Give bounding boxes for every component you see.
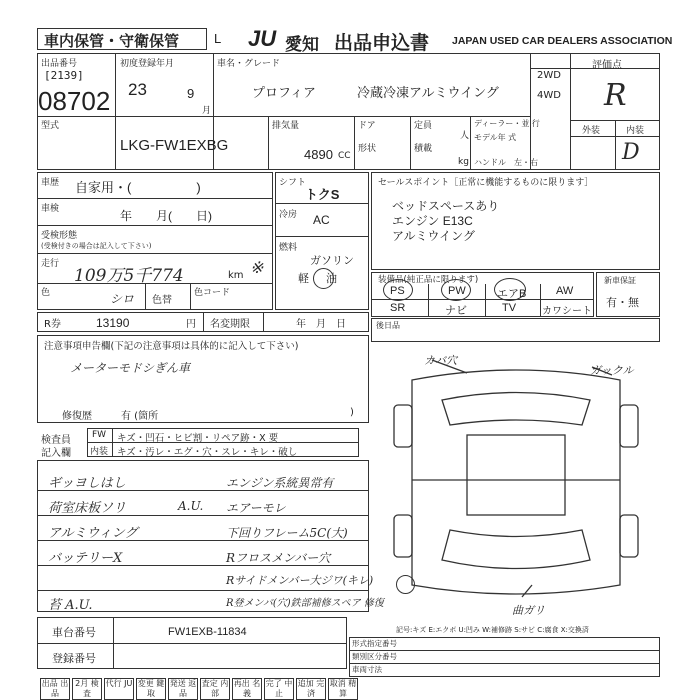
vehicle-name-label: 車名・グレード	[217, 59, 281, 69]
remark-right-1: エンジン系統異常有	[226, 476, 334, 490]
entry-label: 記入欄	[41, 448, 71, 459]
repair-close: )	[350, 407, 354, 418]
storage-label: 車内保管・守衛保管	[44, 33, 180, 50]
fw-items: キズ・凹石・ヒビ割・リペア跡・X 要	[117, 433, 279, 444]
new-car-value: 有・無	[606, 297, 639, 309]
fuel-label: 燃料	[279, 243, 298, 253]
reg-label: 登録番号	[52, 652, 96, 665]
equip-navi: ナビ	[445, 305, 467, 317]
interior-items-label: 内装	[90, 447, 109, 457]
sales-line-3: アルミウイング	[392, 229, 475, 243]
color-label: 色	[41, 288, 51, 298]
recycle-label: R券	[44, 319, 61, 330]
mileage-value: 109万5千774	[74, 266, 184, 286]
inspection-label: 車検	[41, 204, 60, 214]
name-change-value: 年 月 日	[296, 319, 346, 330]
inspection-value: 年 月( 日)	[120, 209, 212, 223]
form-title: 出品申込書	[334, 33, 430, 54]
remark-right-6: R登メンバ(穴)鉄部補修スペア 修復	[226, 598, 384, 609]
chassis-label: 車台番号	[52, 626, 96, 639]
stamp-cell: 取消 精算	[329, 679, 357, 698]
recycle-unit: 円	[186, 319, 196, 330]
diagram-label-front-left: カバ穴	[424, 354, 457, 367]
equip-pw: PW	[448, 285, 466, 297]
model-year-label: モデル年 式	[474, 133, 517, 142]
remark-left-5: 苔 A.U.	[48, 598, 93, 613]
sales-label: セールスポイント［正常に機能するものに限ります］	[378, 178, 594, 188]
association-name: JAPAN USED CAR DEALERS ASSOCIATION	[452, 35, 673, 47]
exterior-label: 外装	[582, 126, 601, 136]
doors-label: ドア	[358, 121, 376, 131]
brand-name: 愛知	[285, 35, 319, 54]
fuel-oil: 油	[326, 273, 337, 285]
history-label: 車歴	[41, 178, 60, 188]
fuel-gas: ガソリン	[310, 255, 354, 267]
equip-airbag-circle	[494, 278, 526, 301]
registration-year: 23	[128, 80, 147, 99]
repair-label: 修復歴	[62, 411, 92, 422]
load-unit: kg	[458, 157, 469, 167]
mileage-label: 走行	[41, 259, 60, 269]
capacity-unit: 人	[460, 131, 470, 141]
remark-right-3: 下回りフレーム5C(大)	[226, 526, 348, 540]
ac-label: 冷房	[279, 210, 298, 220]
remark-left-1: ギッヨしはし	[48, 476, 126, 491]
diagram-label-bottom: 曲ガリ	[512, 604, 545, 617]
drive-2wd: 2WD	[537, 70, 561, 81]
history-value: 自家用・( )	[75, 180, 201, 195]
remark-left-3: アルミウィング	[48, 526, 138, 541]
stamp-cell: 完了 中止	[265, 679, 293, 698]
stamp-cell: 変更 鍵取	[137, 679, 165, 698]
category-label: 類別区分番号	[352, 652, 397, 661]
drive-4wd: 4WD	[537, 90, 561, 101]
name-change-label: 名変期限	[210, 319, 250, 330]
mileage-unit: km	[228, 270, 244, 281]
l-mark: L	[214, 31, 222, 46]
stamp-cell: 追加 完済	[297, 679, 325, 698]
sales-line-1: ベッドスペースあり	[392, 199, 500, 213]
car-size-label: 車両寸法	[352, 665, 382, 674]
fw-label: FW	[92, 430, 107, 440]
color-change-label: 色替	[152, 295, 172, 306]
interior-label: 内装	[626, 126, 645, 136]
shape-number-label: 形式指定番号	[352, 639, 397, 648]
shape-label: 形状	[358, 144, 377, 154]
stamp-cell: 再出 名義	[233, 679, 261, 698]
equip-airbag: エアB	[497, 288, 527, 300]
remark-left-4: バッテリーX	[48, 551, 123, 566]
remark-right-2: エアーモレ	[226, 501, 286, 515]
fuel-light: 軽	[298, 273, 309, 285]
displacement-unit: CC	[338, 151, 351, 161]
grade-value: R	[604, 78, 627, 113]
stamp-row	[40, 678, 358, 700]
equip-aw: AW	[556, 285, 574, 297]
mileage-mark: ※	[250, 258, 264, 277]
grade-label: 評価点	[592, 60, 622, 71]
stamp-cell: 代行 JU	[104, 678, 134, 700]
stamp-cell: 発送 返品	[169, 679, 197, 698]
dealer-label: ディーラー・並 行	[474, 119, 540, 128]
shift-value: トクS	[305, 187, 340, 202]
new-car-label: 新車保証	[604, 276, 636, 285]
notes-label: 注意事項申告欄(下記の注意事項は具体的に記入して下さい)	[44, 341, 299, 352]
equipment-label: 装備品(純正品に限ります)	[378, 275, 479, 285]
ac-value: AC	[313, 213, 330, 227]
ju-logo: JU	[248, 26, 277, 51]
sales-line-2: エンジン E13C	[392, 214, 473, 228]
equip-tv: TV	[502, 302, 517, 314]
stamp-cell: 2月 検査	[72, 678, 102, 700]
lot-sub: [2139]	[44, 69, 84, 82]
fuel-circle	[313, 268, 334, 289]
received-label: 受検形態	[41, 231, 78, 241]
remark-right-4: Rフロスメンバー穴	[226, 551, 331, 565]
capacity-label: 定員	[414, 121, 433, 131]
handle-label: ハンドル 左・右	[474, 158, 538, 167]
lot-label: 出品番号	[41, 59, 78, 69]
lot-number: 08702	[38, 86, 111, 116]
inspector-label: 検査員	[41, 435, 71, 446]
displacement-value: 4890	[304, 147, 333, 162]
remark-right-5: Rサイドメンバー大ジワ(キレ)	[226, 574, 374, 587]
remark-mid: A.U.	[178, 499, 204, 513]
car-diagram	[372, 345, 660, 620]
color-code-label: 色コード	[194, 288, 231, 298]
registration-month-unit: 月	[202, 106, 212, 116]
registration-label: 初度登録年月	[120, 59, 175, 69]
equip-ps: PS	[390, 285, 405, 297]
recycle-amount: 13190	[96, 316, 130, 330]
shift-label: シフト	[279, 178, 307, 188]
model-value: LKG-FW1EXBG	[120, 137, 229, 154]
remark-left-2: 荷室床板ソリ	[48, 501, 127, 516]
model-label: 型式	[41, 121, 60, 131]
stamp-cell: 出品 出品	[41, 679, 69, 698]
color-value: シロ	[110, 292, 135, 306]
notes-text: メーターモドシぎん車	[70, 361, 191, 375]
received-sub: (受検付きの場合は記入して下さい)	[41, 242, 152, 250]
equip-ps-circle	[383, 279, 413, 301]
equip-seat: カワシート	[542, 306, 592, 317]
stamp-cell: 査定 内部	[201, 679, 229, 698]
displacement-label: 排気量	[272, 121, 300, 131]
registration-month: 9	[187, 86, 195, 101]
diagram-label-front-right: ガックル	[590, 364, 634, 377]
interior-value: D	[622, 140, 640, 165]
vehicle-grade: 冷蔵冷凍アルミウイング	[357, 85, 499, 100]
after-label: 後日品	[376, 321, 400, 330]
equip-sr: SR	[390, 302, 406, 314]
repair-value: 有 (箇所	[121, 411, 159, 422]
diagram-legend: 記号:キズ E:エクボ U:凹み W:補修跡 S:サビ C:腐食 X:交換済	[396, 626, 589, 634]
after-box	[371, 318, 660, 342]
vehicle-name: プロフィア	[252, 85, 316, 100]
chassis-value: FW1EXB-11834	[168, 626, 247, 638]
interior-items: キズ・汚レ・エグ・穴・スレ・キレ・破し	[117, 447, 298, 458]
load-label: 積載	[414, 144, 433, 154]
equip-pw-circle	[441, 279, 471, 301]
